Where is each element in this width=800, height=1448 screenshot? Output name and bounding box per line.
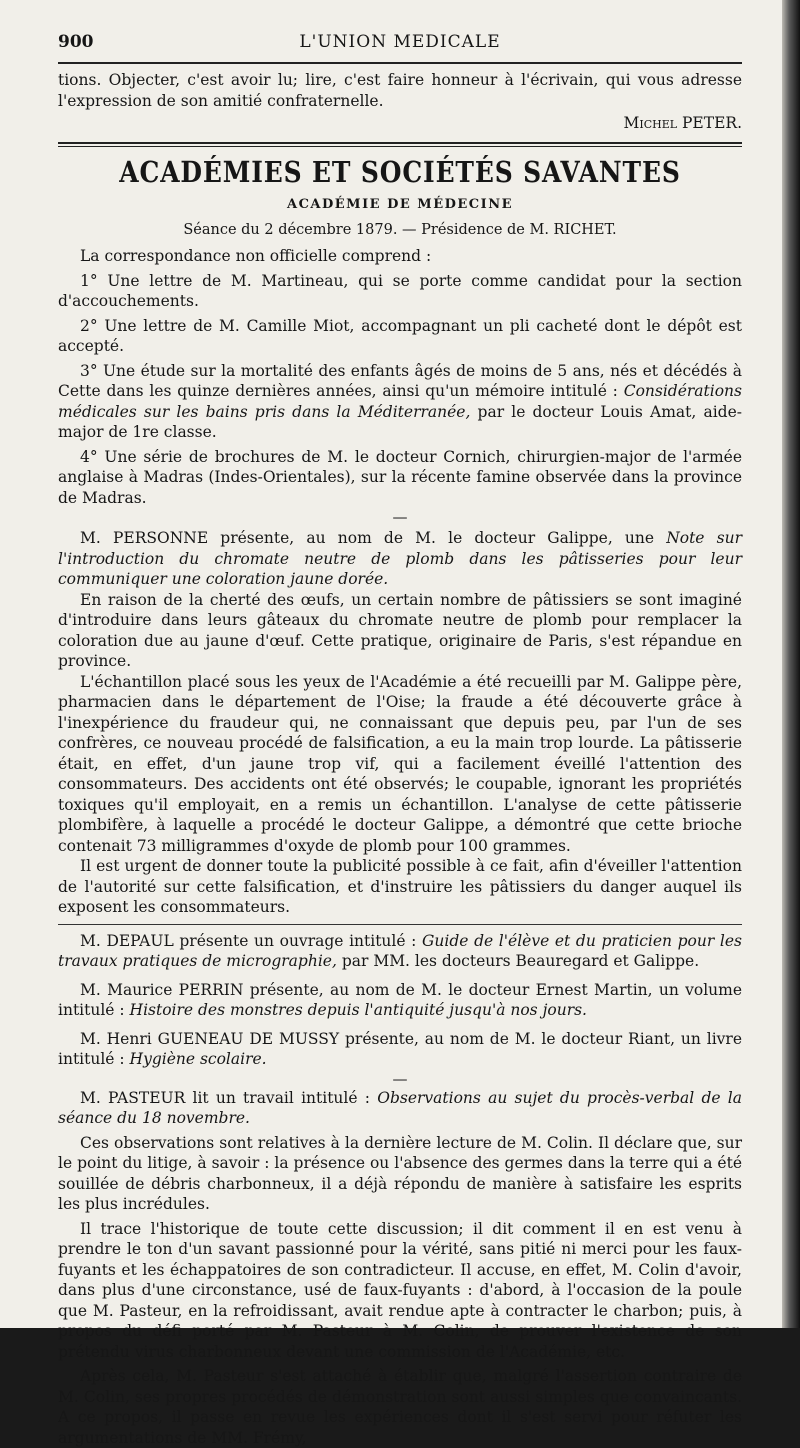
item-3-text: 3° Une étude sur la mortalité des enfants âgés de moins de 5 ans, nés et décédés à Cette dans les quinze dernières années, ainsi qu'un mémoire intitulé : xyxy=(58,361,742,400)
mussy-name: GUENEAU DE MUSSY xyxy=(157,1029,340,1048)
section-divider xyxy=(58,142,742,147)
running-title: L'UNION MEDICALE xyxy=(299,32,501,52)
page-binding-edge xyxy=(782,0,800,1328)
section-subtitle: ACADÉMIE DE MÉDECINE xyxy=(286,197,513,212)
pasteur-paragraph-3: Il trace l'historique de toute cette discussion; il dit comment il en est venu à prendre le ton d'un savant passionné pour la vérité, sans pitié ni merci pour les faux-fuyants et les échappatoires de son contradicteur. Il accuse, en effet, M. Colin d'avoir, dans plus d'une circonstance, usé de faux-fuyants : d'abord, à l'occasion de la poule que M. Pasteur, en la refroidissant, avait rendue apte à contracter le charbon; puis, à propos du défi porté par M. Pasteur à M. Colin, de prouver l'existence de son prétendu virus charbonneux devant une commission de l'Académie, etc. xyxy=(58,1219,742,1361)
perrin-lead: M. Maurice xyxy=(80,980,179,999)
perrin-title: Histoire des monstres depuis l'antiquité jusqu'à nos jours. xyxy=(129,1001,587,1019)
pasteur-paragraph-2: Ces observations sont relatives à la dernière lecture de M. Colin. Il déclare que, sur le point du litige, à savoir : la présence ou l'absence des germes dans la terre qui a été souillée de débris charbonneux, il a déjà répondu de manière à satisfaire les esprits les plus incrédules. xyxy=(58,1133,742,1213)
mussy-paragraph xyxy=(58,1029,742,1070)
perrin-text: présente, au nom de M. le docteur Ernest Martin, un volume intitulé : xyxy=(58,980,742,1019)
depaul-paragraph xyxy=(58,931,742,972)
correspondance-item-1: 1° Une lettre de M. Martineau, qui se porte comme candidat pour la section d'accouchements. xyxy=(58,271,742,310)
perrin-paragraph xyxy=(58,980,742,1021)
depaul-text: présente un ouvrage intitulé : xyxy=(173,931,423,950)
seance-line: Séance du 2 décembre 1879. — Présidence de M. RICHET. xyxy=(183,222,617,238)
divider-rule xyxy=(58,924,742,925)
personne-paragraph-2: En raison de la cherté des œufs, un certain nombre de pâtissiers se sont imaginé d'introduire dans leurs gâteaux du chromate neutre de plomb pour remplacer la coloration due au jaune d'œuf. Cette pratique, originaire de Paris, s'est répandue en province. xyxy=(58,590,742,670)
personne-title: Note sur l'introduction du chromate neutre de plomb dans les pâtisseries pour leur communiquer une coloration jaune dorée. xyxy=(58,529,742,588)
item-3-title: Considérations médicales sur les bains pris dans la Méditerranée, xyxy=(58,382,742,421)
personne-paragraph-4: Il est urgent de donner toute la publicité possible à ce fait, afin d'éveiller l'attention de l'autorité sur cette falsification, et d'instruire les pâtissiers du danger auquel ils exposent les consommateurs. xyxy=(58,857,742,916)
page-number: 900 xyxy=(58,32,94,52)
depaul-text-end: par MM. les docteurs Beauregard et Galippe. xyxy=(336,952,700,970)
correspondance-item-3 xyxy=(58,361,742,443)
signature-name: Michel PETER. xyxy=(623,114,742,132)
page-header xyxy=(58,20,742,58)
pasteur-paragraph xyxy=(58,1088,742,1129)
pasteur-lead: M. xyxy=(80,1088,109,1107)
perrin-name: PERRIN xyxy=(178,980,244,999)
personne-paragraph xyxy=(58,528,742,590)
personne-text: présente, au nom de M. le docteur Galippe, une xyxy=(208,529,667,547)
pasteur-paragraph-4: Après cela, M. Pasteur s'est attaché à établir que, malgré l'assertion contraire de M. Colin, ses propres procédés de démonstration sont aussi simples que convaincants. A ce propos, il passe en revue les expériences dont il s'est servi pour réfuter les argumentations de MM. Frémy, xyxy=(58,1367,742,1447)
separator-dash: — xyxy=(392,508,408,526)
pasteur-text: lit un travail intitulé : xyxy=(185,1088,378,1107)
correspondance-intro: La correspondance non officielle comprend : xyxy=(80,247,432,265)
depaul-title: Guide de l'élève et du praticien pour les travaux pratiques de micrographie, xyxy=(58,931,742,970)
correspondance-item-2: 2° Une lettre de M. Camille Miot, accompagnant un pli cacheté dont le dépôt est accepté. xyxy=(58,316,742,355)
personne-lead: M. xyxy=(80,529,113,547)
personne-paragraph-3: L'échantillon placé sous les yeux de l'Académie a été recueilli par M. Galippe père, pharmacien dans le département de l'Oise; la fraude a été découverte grâce à l'inexpérience du fraudeur qui, ne connaissant que depuis peu, par l'un de ses confrères, ce nouveau procédé de falsification, a eu la main trop lourde. La pâtisserie était, en effet, d'un jaune trop vif, qui a facilement éveillé l'attention des consommateurs. Des accidents ont été observés; le coupable, ignorant les propriétés toxiques qu'il employait, en a remis un échantillon. L'analyse de cette pâtisserie plombifère, à laquelle a procédé le docteur Galippe, a démontré que cette brioche contenait 73 milligrammes d'oxyde de plomb pour 100 grammes. xyxy=(58,672,742,855)
pasteur-title: Observations au sujet du procès-verbal de la séance du 18 novembre. xyxy=(58,1088,742,1127)
header-rule xyxy=(58,62,742,64)
mussy-title: Hygiène scolaire. xyxy=(129,1050,267,1068)
section-title: ACADÉMIES ET SOCIÉTÉS SAVANTES xyxy=(119,155,681,189)
signature xyxy=(58,114,742,132)
correspondance-item-4: 4° Une série de brochures de M. le docteur Cornich, chirurgien-major de l'armée anglaise à Madras (Indes-Orientales), sur la récente famine observée dans la province de Madras. xyxy=(58,447,742,507)
item-3-text-end: par le docteur Louis Amat, aide-major de 1re classe. xyxy=(58,402,742,441)
intro-paragraph: tions. Objecter, c'est avoir lu; lire, c'est faire honneur à l'écrivain, qui vous adresse l'expression de son amitié confraternelle. xyxy=(58,71,742,110)
personne-name: PERSONNE xyxy=(112,529,209,547)
pasteur-name: PASTEUR xyxy=(108,1088,186,1107)
mussy-text: présente, au nom de M. le docteur Riant, un livre intitulé : xyxy=(58,1029,742,1068)
mussy-lead: M. Henri xyxy=(80,1029,158,1048)
depaul-lead: M. xyxy=(80,931,107,950)
depaul-name: DEPAUL xyxy=(106,931,174,950)
separator-dash-2: — xyxy=(392,1069,408,1088)
